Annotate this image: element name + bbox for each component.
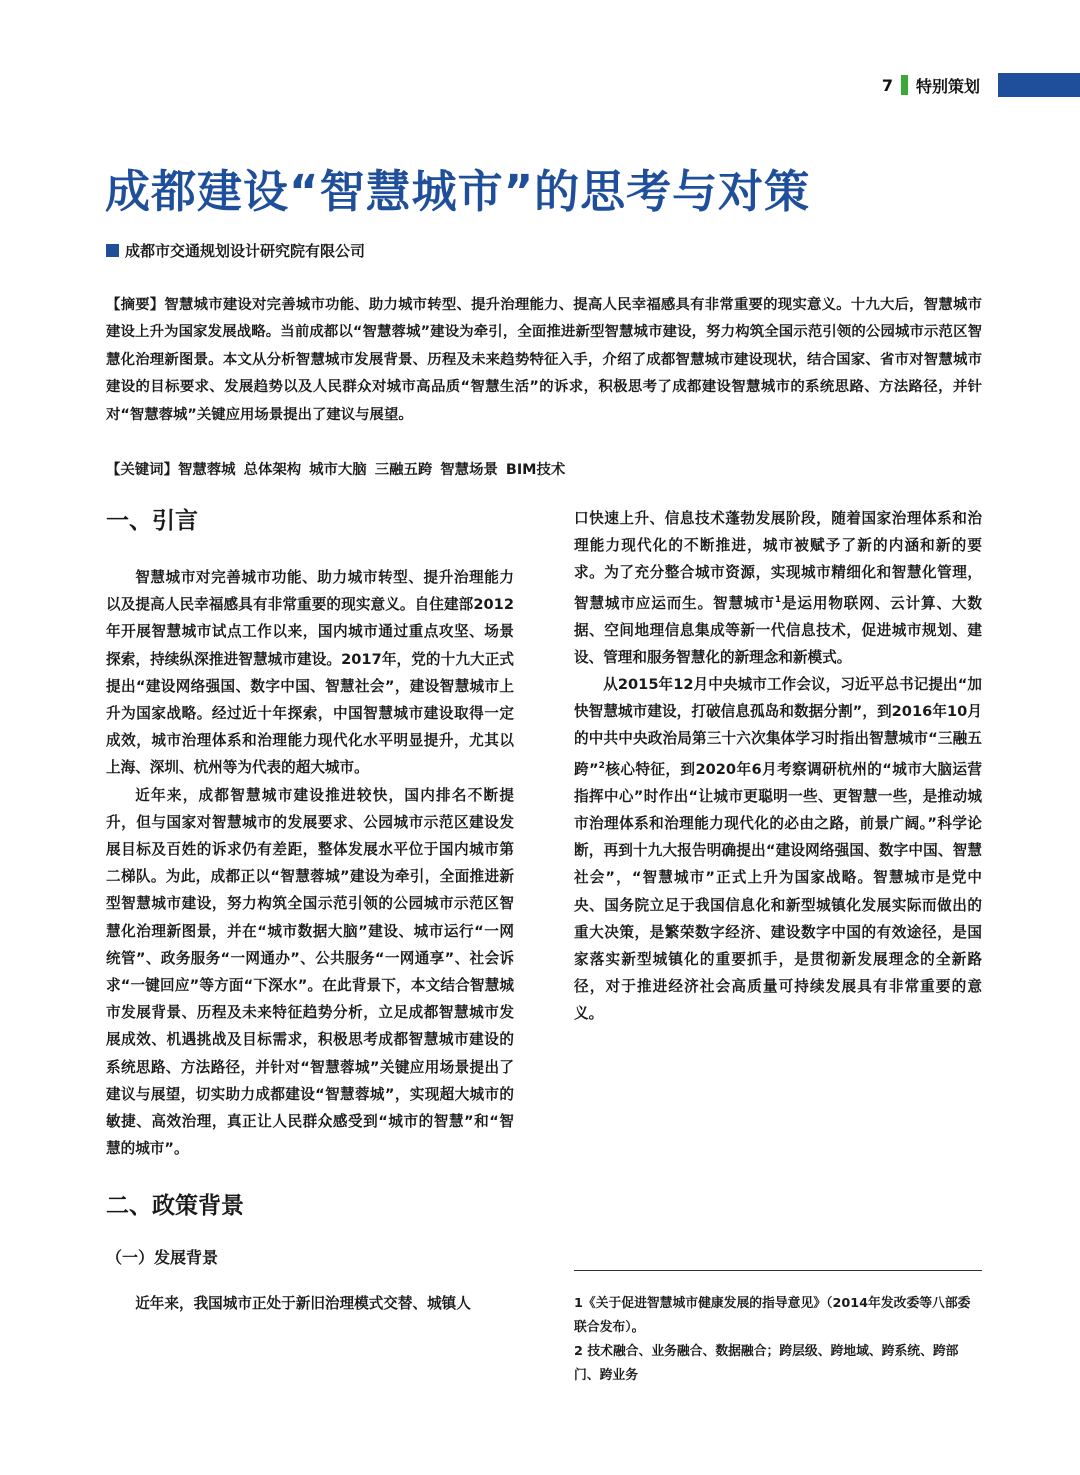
footnote-ref: 2	[598, 760, 605, 771]
paragraph: 智慧城市对完善城市功能、助力城市转型、提升治理能力以及提高人民幸福感具有非常重要的现实意义。自住建部2012年开展智慧城市试点工作以来，国内城市通过重点攻坚、场景探索，持续纵深推进智慧城市建设。2017年，党的十九大正式提出“建设网络强国、数字中国、智慧社会”，建设智慧城市上升为国家战略。经过近十年探索，中国智慧城市建设取得一定成效，城市治理体系和治理能力现代化水平明显提升，尤其以上海、深圳、杭州等为代表的超大城市。	[106, 569, 514, 777]
right-column	[574, 505, 982, 1028]
keyword: 智慧场景	[440, 462, 498, 478]
green-accent-bar	[901, 75, 908, 95]
footnotes	[574, 1292, 982, 1388]
article-title: 成都建设“智慧城市”的思考与对策	[105, 165, 811, 218]
footnote: 1《关于促进智慧城市健康发展的指导意见》（2014年发改委等八部委联合发布）。	[574, 1296, 971, 1335]
keywords	[106, 458, 573, 479]
subsection-heading: （一）发展背景	[106, 1248, 219, 1268]
section-name: 特别策划	[915, 76, 980, 96]
footnote: 2 技术融合、业务融合、数据融合；跨层级、跨地域、跨系统、跨部门、跨业务	[574, 1344, 959, 1383]
author-name: 成都市交通规划设计研究院有限公司	[125, 242, 366, 260]
paragraph-text: 口快速上升、信息技术蓬勃发展阶段，随着国家治理体系和治理能力现代化的不断推进，城市被赋予了新的内涵和新的要求。为了充分整合城市资源，实现城市精细化和智慧化管理，智慧城市应运而生。智慧城市	[574, 510, 982, 612]
page-header	[882, 72, 1080, 98]
paragraph-text: 核心特征，到2020年6月考察调研杭州的“城市大脑运营指挥中心”时作出“让城市更聪明一些、更智慧一些，是推动城市治理体系和治理能力现代化的必由之路，前景广阔。”科学论断，再到十九大报告明确提出“建设网络强国、数字中国、智慧社会”，“智慧城市”正式上升为国家战略。智慧城市是党中央、国务院立足于我国信息化和新型城镇化发展实际而做出的重大决策，是繁荣数字经济、建设数字中国的有效途径，是国家落实新型城镇化的重要抓手，是贯彻新发展理念的全新路径，对于推进经济社会高质量可持续发展具有非常重要的意义。	[574, 760, 982, 1023]
paragraph: 近年来，我国城市正处于新旧治理模式交替、城镇人	[135, 1294, 471, 1312]
blue-accent-bar	[998, 73, 1080, 97]
left-column	[106, 505, 514, 1317]
abstract: 【摘要】智慧城市建设对完善城市功能、助力城市转型、提升治理能力、提高人民幸福感具有非常重要的现实意义。十九大后，智慧城市建设上升为国家发展战略。当前成都以“智慧蓉城”建设为牵引，全面推进新型智慧城市建设，努力构筑全国示范引领的公园城市示范区智慧化治理新图景。本文从分析智慧城市发展背景、历程及未来趋势特征入手，介绍了成都智慧城市建设现状，结合国家、省市对智慧城市建设的目标要求、发展趋势以及人民群众对城市高品质“智慧生活”的诉求，积极思考了成都建设智慧城市的系统思路、方法路径，并针对“智慧蓉城”关键应用场景提出了建议与展望。	[106, 297, 982, 423]
keyword: 三融五跨	[374, 462, 433, 478]
section-heading-intro: 一、引言	[106, 508, 198, 534]
paragraph: 近年来，成都智慧城市建设推进较快，国内排名不断提升，但与国家对智慧城市的发展要求、公园城市示范区建设发展目标及百姓的诉求仍有差距，整体发展水平位于国内城市第二梯队。为此，成都正以“智慧蓉城”建设为牵引，全面推进新型智慧城市建设，努力构筑全国示范引领的公园城市示范区智慧化治理新图景，并在“城市数据大脑”建设、城市运行“一网统管”、政务服务“一网通办”、公共服务“一网通享”、社会诉求“一键回应”等方面“下深水”。在此背景下，本文结合智慧城市发展背景、历程及未来特征趋势分析，立足成都智慧城市发展成效、机遇挑战及目标需求，积极思考成都智慧城市建设的系统思路、方法路径，并针对“智慧蓉城”关键应用场景提出了建议与展望，切实助力成都建设“智慧蓉城”，实现超大城市的敏捷、高效治理，真正让人民群众感受到“城市的智慧”和“智慧的城市”。	[106, 786, 514, 1158]
author-line	[106, 240, 365, 261]
footnote-divider	[574, 1270, 982, 1271]
keyword: 总体架构	[243, 462, 302, 478]
footnote-ref: 1	[774, 594, 782, 605]
keyword: 城市大脑	[309, 462, 367, 478]
keywords-label: 【关键词】	[106, 462, 178, 478]
paragraph-text: 从2015年12月中央城市工作会议，习近平总书记提出“加快智慧城市建设，打破信息孤岛和数据分割”，到2016年10月的中共中央政治局第三十六次集体学习时指出智慧城市“三融五跨”	[574, 676, 982, 778]
section-heading-policy: 二、政策背景	[106, 1193, 244, 1220]
page-number: 7	[881, 75, 893, 95]
keyword: BIM技术	[505, 462, 566, 478]
paragraph-text: 是运用物联网、云计算、大数据、空间地理信息集成等新一代信息技术，促进城市规划、建设、管理和服务智慧化的新理念和新模式。	[574, 594, 982, 666]
square-bullet-icon	[106, 244, 119, 257]
paragraph	[574, 671, 982, 1028]
paragraph	[574, 505, 982, 671]
keyword: 智慧蓉城	[177, 462, 236, 478]
